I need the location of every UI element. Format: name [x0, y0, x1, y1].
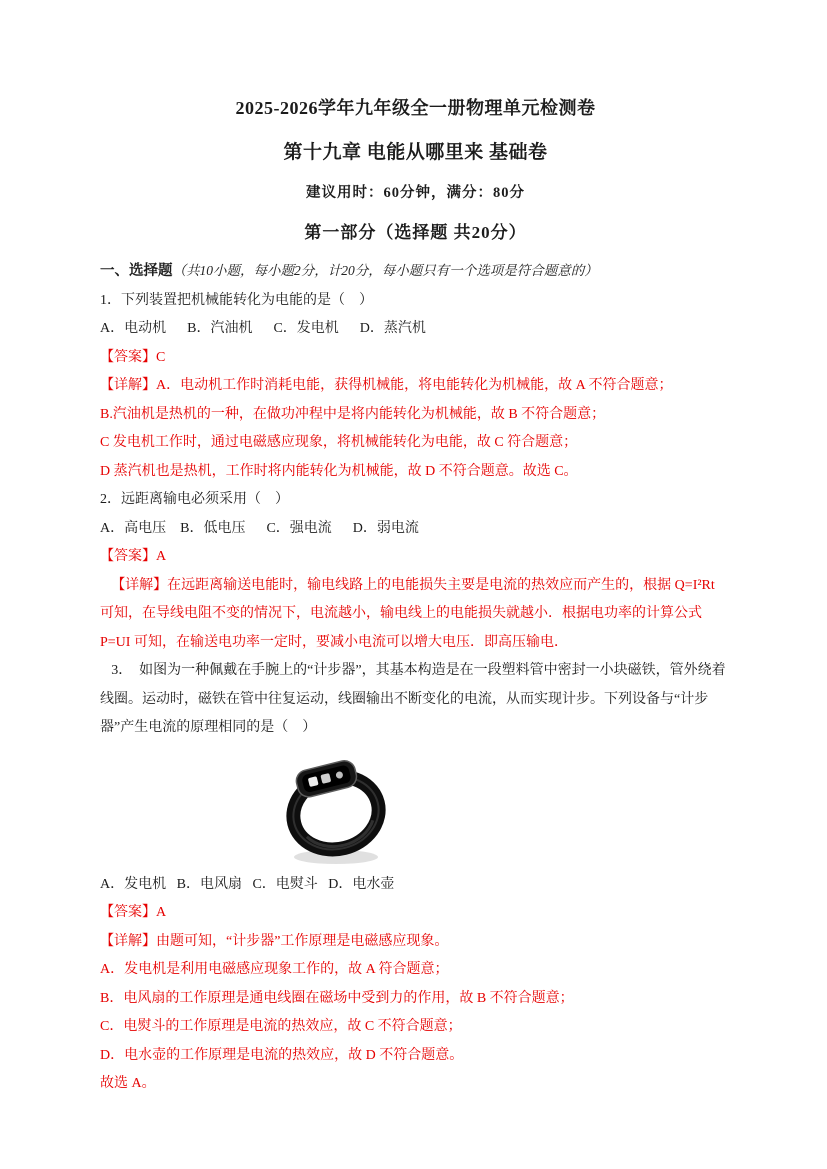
- question-2-answer: 【答案】A: [100, 549, 167, 564]
- bracelet-illustration: [278, 749, 396, 867]
- part-one-header: 第一部分（选择题 共20分）: [304, 223, 527, 242]
- question-1-explanation-b: B.汽油机是热机的一种，在做功冲程中是将内能转化为机械能，故 B 不符合题意；: [100, 406, 606, 422]
- question-1-options: A．电动机 B．汽油机 C．发电机 D．蒸汽机: [100, 321, 426, 336]
- question-1-stem: 1．下列装置把机械能转化为电能的是（ ）: [100, 292, 373, 308]
- question-3-explanation-c: C．电熨斗的工作原理是电流的热效应，故 C 不符合题意；: [100, 1019, 462, 1034]
- question-3-answer: 【答案】A: [100, 905, 167, 920]
- time-score-info: 建议用时：60分钟，满分：80分: [306, 185, 525, 201]
- section-note: （共10小题，每小题2分，计20分，每小题只有一个选项是符合题意的）: [172, 263, 598, 278]
- doc-title: 2025-2026学年九年级全一册物理单元检测卷: [235, 98, 596, 118]
- question-3-stem: 3． 如图为一种佩戴在手腕上的“计步器”，其基本构造是在一段塑料管中密封一小块磁铁，管外绕着线圈。运动时，磁铁在管中往复运动，线圈输出不断变化的电流，从而实现计步。下列设备与“计步器”产生电流的原理相同的是（ ）: [100, 663, 726, 735]
- question-3-explanation-d: D．电水壶的工作原理是电流的热效应，故 D 不符合题意。: [100, 1047, 464, 1063]
- section-title: 一、选择题: [100, 263, 173, 279]
- question-2-stem: 2．远距离输电必须采用（ ）: [100, 492, 289, 507]
- section-header: [100, 257, 731, 287]
- pedometer-bracelet-image: [278, 749, 396, 867]
- question-3-conclusion: 故选 A。: [100, 1076, 156, 1091]
- question-2-explanation: 【详解】在远距离输送电能时，输电线路上的电能损失主要是电流的热效应而产生的，根据 Q=I²Rt 可知，在导线电阻不变的情况下，电流越小，输电线上的电能损失就越小．根据电功率的计算公式 P=UI 可知，在输送电功率一定时，要减小电流可以增大电压．即高压输电．: [100, 577, 719, 650]
- question-1-explanation-c: C 发电机工作时，通过电磁感应现象，将机械能转化为电能，故 C 符合题意；: [100, 435, 578, 450]
- question-3-explanation-intro: 【详解】由题可知，“计步器”工作原理是电磁感应现象。: [100, 933, 449, 949]
- question-1-explanation-a: 【详解】A．电动机工作时消耗电能，获得机械能，将电能转化为机械能，故 A 不符合题意；: [100, 378, 673, 393]
- doc-subtitle: 第十九章 电能从哪里来 基础卷: [283, 142, 548, 163]
- question-1-answer: 【答案】C: [100, 349, 166, 365]
- question-1-explanation-d: D 蒸汽机也是热机，工作时将内能转化为机械能，故 D 不符合题意。故选 C。: [100, 463, 578, 479]
- question-3-options: A．发电机 B．电风扇 C．电熨斗 D．电水壶: [100, 876, 395, 892]
- question-2-options: A．高电压 B．低电压 C．强电流 D．弱电流: [100, 520, 419, 536]
- question-3-explanation-a: A．发电机是利用电磁感应现象工作的，故 A 符合题意；: [100, 962, 449, 977]
- question-3-explanation-b: B．电风扇的工作原理是通电线圈在磁场中受到力的作用，故 B 不符合题意；: [100, 990, 574, 1006]
